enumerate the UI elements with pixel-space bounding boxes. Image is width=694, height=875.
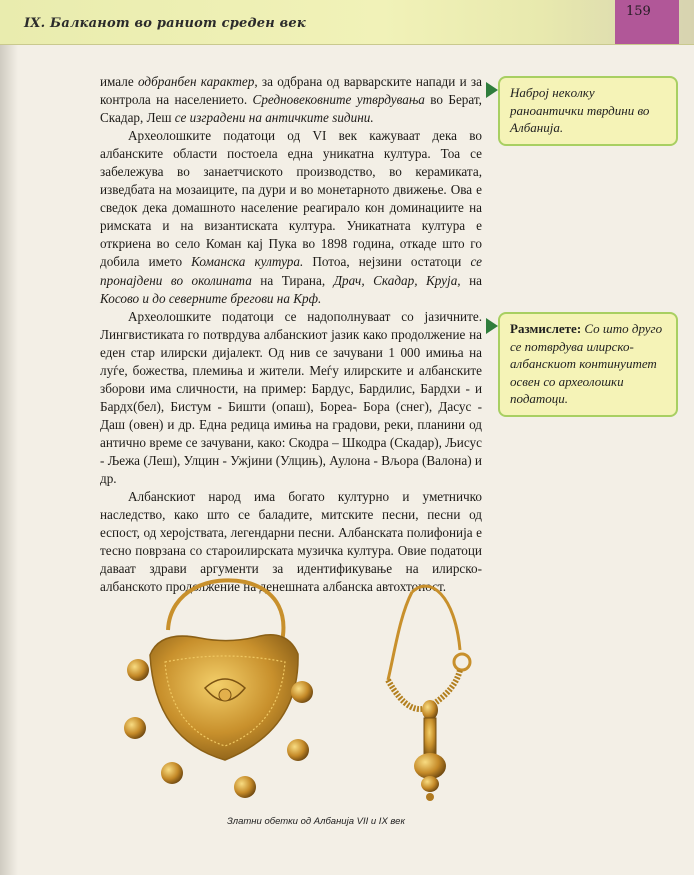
- note-arrow-icon: [486, 82, 498, 98]
- page-gutter-shadow: [0, 0, 18, 875]
- page-number: 159: [626, 4, 651, 19]
- reflect-text: Со што друго се потврдува илирско-албанскиот континуитет освен со археолошки податоци.: [510, 321, 663, 406]
- figure-caption: Златни обетки од Албанија VII и IX век: [227, 816, 405, 827]
- crescent-earring: [124, 580, 313, 798]
- chapter-title: IX. Балканот во раниот среден век: [24, 16, 306, 31]
- paragraph-4: Албанскиот народ има богато културно и уметничко наследство, како што се баладите, митските песни, песни од еспост, од херојствата, легендарни песни. Албанската полифонија е тесно поврзана со староилирската музичка култура. Овие податоци даваат здрави аргументи за идентификување на илирско-албанското продолжение на денешната албанска автохтоност.: [100, 489, 482, 595]
- note-arrow-icon: [486, 318, 498, 334]
- sidebar-question-text: Наброј некoлку раноантички тврдини во Албанија.: [510, 85, 650, 135]
- paragraph-3: Археолошките податоци се надополнуваат со јазичните. Лингвистиката го потврдува албанскиот јазик како продолжение на еден стар илирски дијалект. Од нив се зачувани 1 000 имиња на луѓе, божества, племиња и жители. Меѓу илирските и албанските зборови има сличности, на пример: Бардус, Бардилис, Бардхи - и Бардх(бел), Бистум - Бишти (опаш), Бореа- Бора (снег), Дасус - Даш (овен) и др. Една редица имиња на градови, реки, планини од антично време се зачувани, како: Скодра – Шкодра (Скадар), Љисус - Љежа (Леш), Улцин - Ужјини (Улцињ), Аулона - Вљора (Валона) и др.: [100, 308, 482, 487]
- paragraph-2: Археолошките податоци од VI век кажуваат дека во албанските области постоела една уникатна култура. Тоа се забележува во занаетчиското производство, во керамиката, изведбата на мозаиците, па дури и во монетарното движење. Ова е сведок дека домашното население реагирало кон доминациите на римската и на византиската култура. Уникатната култура е откриена во село Коман кај Пука во 1898 година, откаде што го добила името Команска култура. Потоа, нејзини остатоци се пронајдени во околината на Тирана, Драч, Скадар, Круја, на Косово и до северните брегови на Крф.: [100, 128, 482, 306]
- chapter-header-band: [0, 0, 694, 45]
- pendant-earring: [388, 586, 470, 801]
- paragraph-1: имале одбранбен карактер, за одбрана од варварските напади и за контрола на населението. Средновековните утврдувања во Берат, Скадар, Леш се изградени на античките ѕидини.: [100, 74, 482, 126]
- sidebar-question-box: [498, 76, 678, 146]
- golden-earrings-image: [110, 570, 490, 820]
- reflect-label: Размислете:: [510, 321, 582, 336]
- sidebar-reflect-box: [498, 312, 678, 417]
- main-text-column: [100, 73, 482, 596]
